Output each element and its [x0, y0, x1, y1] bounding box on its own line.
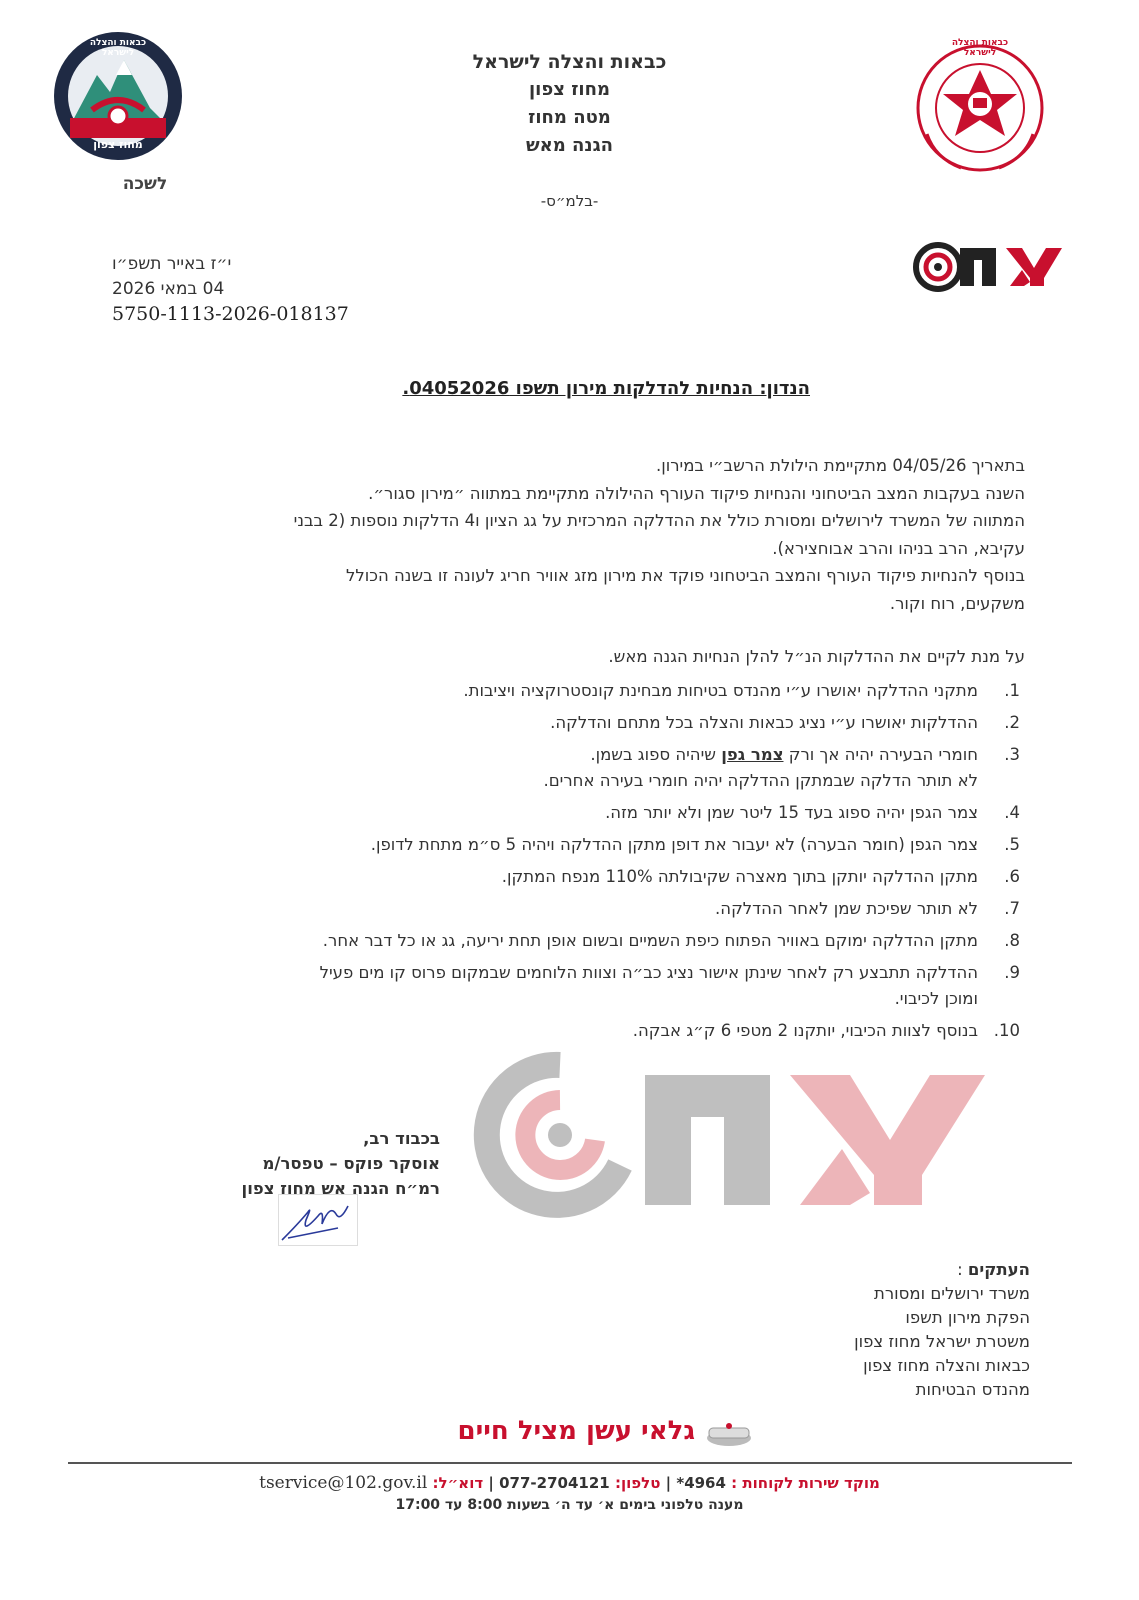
signature-closing: בכבוד רב, — [363, 1129, 440, 1148]
rule-text-continuation: לא תותר הדלקה שבמתקן ההדלקה יהיה חומרי בעירה אחרים. — [543, 771, 978, 790]
rule-text-part: צמר הגפן (חומר הבערה) לא יעבור את דופן מתקן ההדלקה ויהיה 5 ס״מ מתחת לדופן. — [370, 835, 978, 854]
handwritten-signature — [278, 1194, 358, 1246]
rule-text-line — [140, 928, 978, 954]
rule-text-part: ההדלקה תתבצע רק לאחר שינתן אישור נציג כב״ה וצוות הלוחמים שבמקום פרוס קו מים פעיל — [319, 963, 978, 982]
rule-number: 9. — [1004, 963, 1020, 982]
rule-text-continuation: ומוכן לכיבוי. — [894, 989, 978, 1008]
date-block — [112, 252, 412, 302]
rules-intro: על מנת לקיים את ההדלקות הנ״ל להלן הנחיות הגנה מאש. — [608, 647, 1025, 666]
rule-item — [140, 1018, 1020, 1044]
rule-text — [140, 742, 984, 794]
rule-text-line — [140, 896, 978, 922]
rule-text-line — [140, 800, 978, 826]
org-name: כבאות והצלה לישראל — [472, 51, 667, 73]
rule-text-part: בנוסף לצוות הכיבוי, יותקנו 2 מטפי 6 ק״ג אבקה. — [632, 1021, 978, 1040]
rule-number: 2. — [1004, 713, 1020, 732]
body-paragraph — [150, 452, 1025, 617]
org-department: הגנה מאש — [526, 135, 613, 156]
rule-text-part: צמר הגפן יהיה ספוג בעד 15 ליטר שמן ולא יותר מזה. — [605, 803, 978, 822]
rule-number: 4. — [1004, 803, 1020, 822]
rule-text-line — [140, 960, 978, 986]
rule-text-part: שיהיה ספוג בשמן. — [590, 745, 722, 764]
rule-text-line — [140, 710, 978, 736]
subject-line: הנדון: הנחיות להדלקות מירון תשפו 04052026. — [402, 378, 810, 399]
rule-number: 3. — [1004, 745, 1020, 764]
slogan-banner — [395, 1416, 765, 1456]
district-logo-arc-text: כבאות והצלה לישראל — [89, 38, 147, 58]
rule-item — [140, 896, 1020, 922]
rule-text-part: מתקן ההדלקה ימוקם באוויר הפתוח כיפת השמיים ובשום אופן תחת יריעה, גג או כל דבר אחר. — [322, 931, 978, 950]
body-line: בנוסף להנחיות פיקוד העורף והמצב הביטחוני פוקד את מירון מזג אוויר חריג לעונה זו בשנה הכולל — [346, 566, 1025, 585]
signature-name: אוסקר פוקס – טפסר/מ — [262, 1154, 440, 1173]
news-brand-logo — [910, 238, 1070, 296]
service-number: 4964* — [676, 1474, 726, 1492]
email-link[interactable]: tservice@102.gov.il — [259, 1473, 428, 1493]
signature-title: רמ״ח הגנה אש מחוז צפון — [241, 1179, 440, 1198]
rule-text-line — [140, 1018, 978, 1044]
rule-item — [140, 742, 1020, 794]
copy-recipient: כבאות והצלה מחוז צפון — [863, 1356, 1030, 1375]
phone-label: טלפון — [620, 1474, 661, 1492]
rules-list — [140, 678, 1020, 1050]
rule-text-line — [140, 864, 978, 890]
hebrew-date: י״ז באייר תשפ״ו — [112, 254, 232, 274]
body-line: בתאריך 04/05/26 מתקיימת הילולת הרשב״י במירון. — [655, 456, 1025, 475]
service-label: מוקד שירות לקוחות — [742, 1474, 880, 1492]
gregorian-date: 04 במאי 2026 — [112, 279, 225, 299]
rule-text — [140, 960, 984, 1012]
rule-number: 6. — [1004, 867, 1020, 886]
body-line: עקיבא, הרב בניהו והרב אבוחצירא). — [772, 538, 1025, 558]
rule-item — [140, 928, 1020, 954]
footer-divider — [68, 1462, 1072, 1464]
rule-item — [140, 800, 1020, 826]
phone-number: 077-2704121 — [499, 1474, 610, 1492]
body-line: השנה בעקבות המצב הביטחוני והנחיות פיקוד העורף ההילולה מתקיימת במתווה ״מירון סגור״. — [368, 483, 1025, 503]
footer-hours: מענה טלפוני בימים א׳ עד ה׳ בשעות 8:00 עד 17:00 — [395, 1497, 744, 1513]
copies-heading: העתקים : — [957, 1260, 1030, 1279]
copy-recipient: משטרת ישראל מחוז צפון — [854, 1332, 1030, 1351]
rule-text-part: מתקני ההדלקה יאושרו ע״י מהנדס בטיחות מבחינת קונסטרוקציה ויציבות. — [463, 681, 978, 700]
rule-text — [140, 832, 984, 858]
copy-recipient: הפקת מירון תשפו — [905, 1308, 1030, 1327]
smoke-detector-icon — [703, 1420, 755, 1448]
classification-label: -בלמ״ס- — [540, 192, 599, 210]
org-hq: מטה מחוז — [528, 107, 611, 128]
rule-item — [140, 864, 1020, 890]
rule-text — [140, 800, 984, 826]
copies-block — [760, 1258, 1030, 1402]
email-label: דוא״ל — [438, 1474, 484, 1492]
rule-text — [140, 678, 984, 704]
rule-text-part: חומרי הבעירה יהיה אך ורק — [783, 745, 978, 764]
rule-text — [140, 710, 984, 736]
copy-recipient: משרד ירושלים ומסורת — [874, 1284, 1030, 1303]
rule-text-line — [140, 678, 978, 704]
rule-number: 5. — [1004, 835, 1020, 854]
rule-text-part: מתקן ההדלקה יותקן בתוך מאצרה שקיבולתה 110% מנפח המתקן. — [501, 867, 978, 886]
rule-number: 10. — [993, 1021, 1020, 1040]
reference-number: 5750-1113-2026-018137 — [112, 303, 349, 325]
district-logo-district: מחוז צפון — [93, 138, 143, 151]
rule-text-part: ההדלקות יאושרו ע״י נציג כבאות והצלה בכל מתחם והדלקה. — [550, 713, 978, 732]
rule-number: 7. — [1004, 899, 1020, 918]
rule-emphasis: צמר גפן — [721, 745, 784, 764]
fire-rescue-emblem — [905, 38, 1055, 178]
watermark-brand-logo — [470, 1045, 990, 1225]
signature-block — [200, 1126, 440, 1201]
office-label: לשכה — [122, 174, 168, 194]
org-district: מחוז צפון — [529, 79, 610, 100]
rule-text-line — [140, 832, 978, 858]
rule-number: 1. — [1004, 681, 1020, 700]
rule-item — [140, 832, 1020, 858]
body-line: משקעים, רוח וקור. — [889, 593, 1025, 613]
rule-text — [140, 928, 984, 954]
emblem-arc-text: כבאות והצלה לישראל — [951, 38, 1009, 58]
copy-recipient: מהנדס הבטיחות — [915, 1380, 1030, 1399]
footer-contact: מוקד שירות לקוחות : 4964* | טלפון: 077-2704121 | דוא״ל: tservice@102.gov.il — [259, 1473, 880, 1493]
body-line: המתווה של המשרד לירושלים ומסורת כולל את ההדלקה המרכזית על גג הציון ו4 הדלקות נוספות (2 בבני — [293, 511, 1025, 530]
rule-text — [140, 896, 984, 922]
rule-item — [140, 960, 1020, 1012]
rule-item — [140, 678, 1020, 704]
slogan-text: גלאי עשן מציל חיים — [457, 1416, 695, 1446]
rule-text-part: לא תותר שפיכת שמן לאחר ההדלקה. — [715, 899, 978, 918]
rule-text — [140, 864, 984, 890]
rule-text-line — [140, 742, 978, 768]
rule-item — [140, 710, 1020, 736]
rule-text — [140, 1018, 984, 1044]
rule-number: 8. — [1004, 931, 1020, 950]
